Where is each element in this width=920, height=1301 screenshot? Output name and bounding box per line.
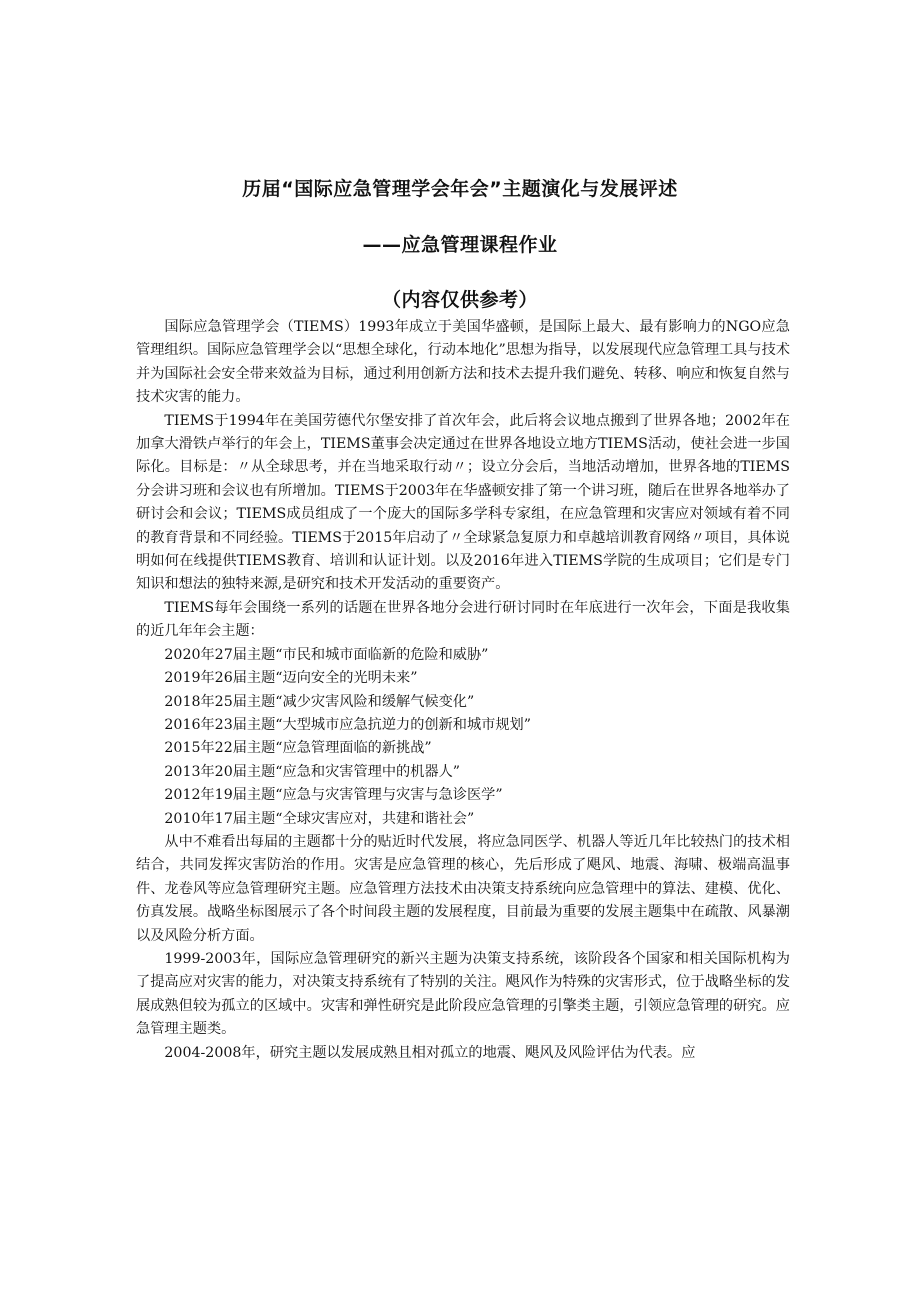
document-body bbox=[136, 316, 790, 1065]
topic-line: 2012年19届主题“应急与灾害管理与灾害与急诊医学” bbox=[164, 787, 503, 804]
document-title: 历届“国际应急管理学会年会”主题演化与发展评述 bbox=[242, 178, 678, 200]
topic-line: 2016年23届主题“大型城市应急抗逆力的创新和城市规划” bbox=[164, 716, 531, 733]
topic-line: 2013年20届主题“应急和灾害管理中的机器人” bbox=[164, 763, 461, 780]
paragraph: 从中不难看出每届的主题都十分的贴近时代发展，将应急同医学、机器人等近几年比较热门的技术相结合，共同发挥灾害防治的作用。灾害是应急管理的核心，先后形成了飓风、地震、海啸、极端高温事件、龙卷风等应急管理研究主题。应急管理方法技术由决策支持系统向应急管理中的算法、建模、优化、仿真发展。战略坐标图展示了各个时间段主题的发展程度，目前最为重要的发展主题集中在疏散、风暴潮以及风险分析方面。 bbox=[136, 833, 790, 944]
topic-line: 2019年26届主题“迈向安全的光明未来” bbox=[164, 670, 418, 687]
topic-line: 2018年25届主题“减少灾害风险和缓解气候变化” bbox=[164, 693, 475, 710]
paragraph: 1999-2003年，国际应急管理研究的新兴主题为决策支持系统，该阶段各个国家和相关国际机构为了提高应对灾害的能力，对决策支持系统有了特别的关注。飓风作为特殊的灾害形式，位于战略坐标的发展成熟但较为孤立的区域中。灾害和弹性研究是此阶段应急管理的引擎类主题，引领应急管理的研究。应急管理主题类。 bbox=[136, 950, 790, 1038]
paragraph: 国际应急管理学会（TIEMS）1993年成立于美国华盛顿，是国际上最大、最有影响力的NGO应急管理组织。国际应急管理学会以“思想全球化，行动本地化”思想为指导，以发展现代应急管理工具与技术并为国际社会安全带来效益为目标，通过利用创新方法和技术去提升我们避免、转移、响应和恢复自然与技术灾害的能力。 bbox=[136, 319, 790, 406]
document-note: （内容仅供参考） bbox=[381, 289, 538, 311]
topic-line: 2020年27届主题“市民和城市面临新的危险和威胁” bbox=[164, 646, 489, 663]
paragraph: TIEMS每年会围绕一系列的话题在世界各地分会进行研讨同时在年底进行一次年会，下面是我收集的近几年年会主题： bbox=[136, 599, 790, 640]
paragraph: TIEMS于1994年在美国劳德代尔堡安排了首次年会，此后将会议地点搬到了世界各地；2002年在加拿大滑铁卢举行的年会上，TIEMS董事会决定通过在世界各地设立地方TIEMS活动，使社会进一步国际化。目标是：〃从全球思考，并在当地采取行动〃；设立分会后，当地活动增加，世界各地的TIEMS分会讲习班和会议也有所增加。TIEMS于2003年在华盛顿安排了第一个讲习班，随后在世界各地举办了研讨会和会议；TIEMS成员组成了一个庞大的国际多学科专家组，在应急管理和灾害应对领域有着不同的教育背景和不同经验。TIEMS于2015年启动了〃全球紧急复原力和卓越培训教育网络〃项目，具体说明如何在线提供TIEMS教育、培训和认证计划。以及2016年进入TIEMS学院的生成项目；它们是专门知识和想法的独特来源,是研究和技术开发活动的重要资产。 bbox=[136, 412, 790, 593]
topic-line: 2010年17届主题“全球灾害应对，共建和谐社会” bbox=[164, 810, 475, 827]
paragraph: 2004-2008年，研究主题以发展成熟且相对孤立的地震、飓风及风险评估为代表。应 bbox=[164, 1044, 696, 1061]
document-subtitle: ——应急管理课程作业 bbox=[362, 234, 558, 256]
topic-line: 2015年22届主题“应急管理面临的新挑战” bbox=[164, 740, 432, 757]
